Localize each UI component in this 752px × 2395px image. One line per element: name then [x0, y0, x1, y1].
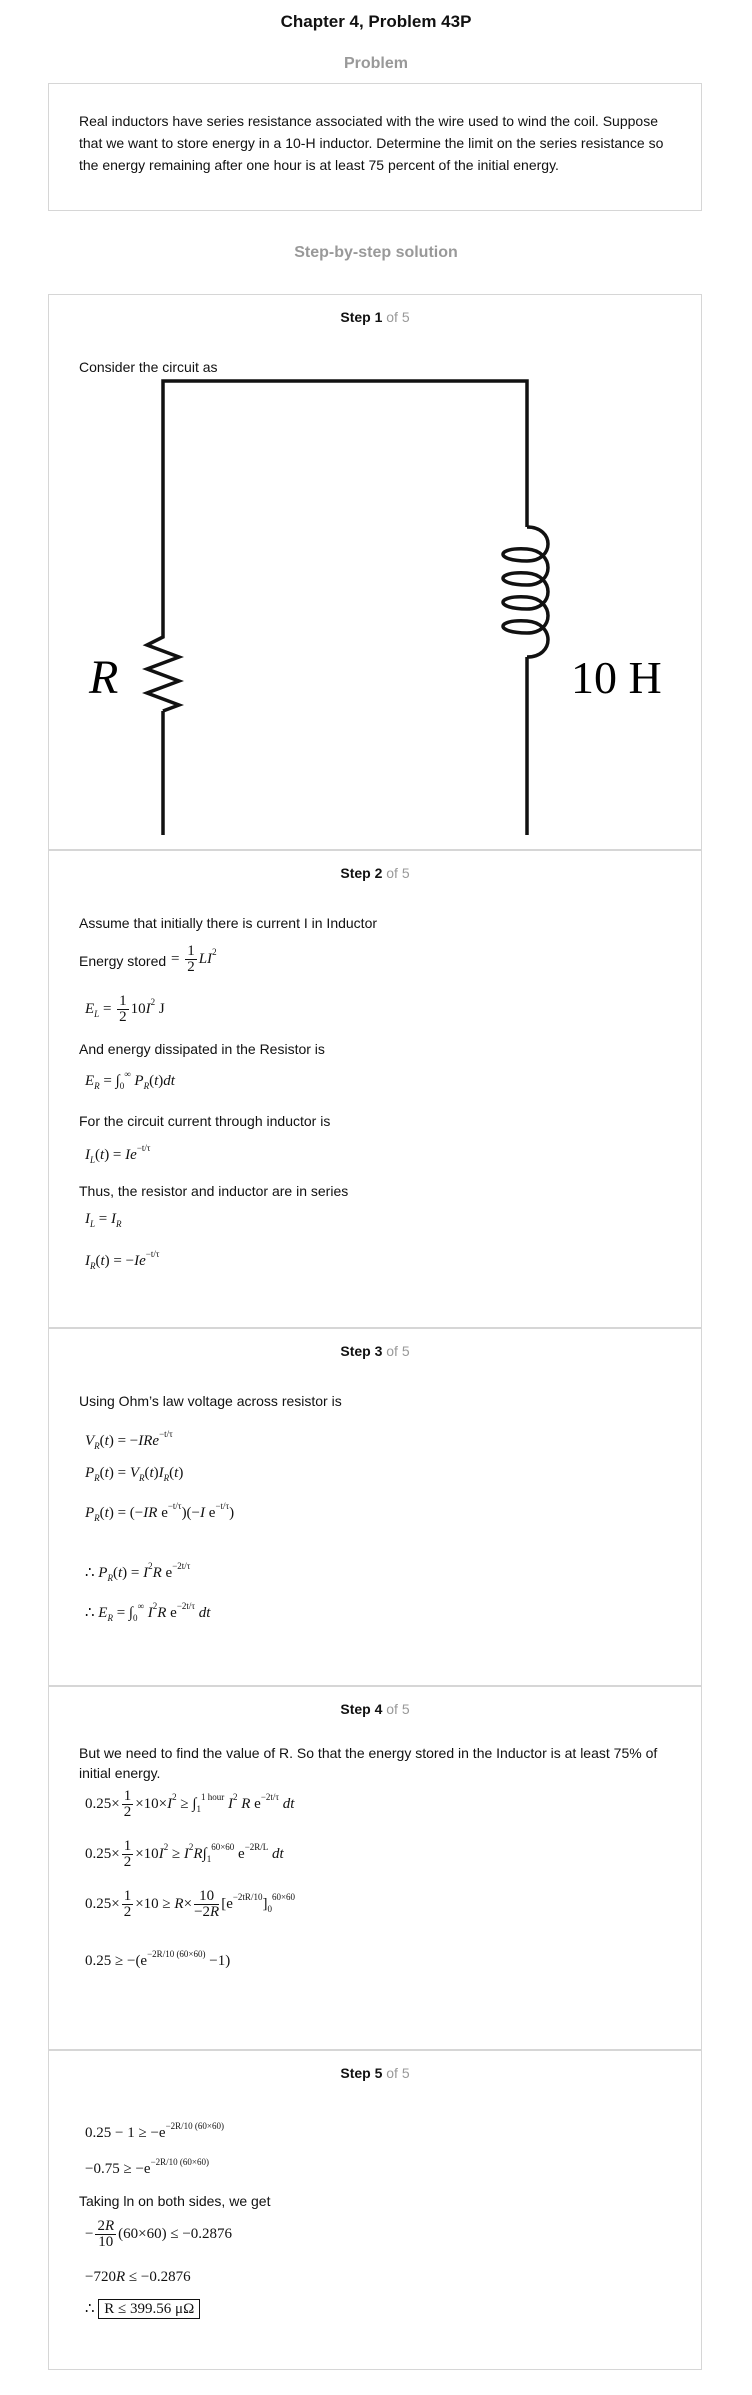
resistor-label: R [89, 651, 119, 704]
step-4-text-1: But we need to find the value of R. So that the energy stored in the Inductor is at least 75% of initial energy. [79, 1745, 658, 1781]
step-2-eq-il: $I_L(t) = Ie^{-t/\tau}$ [85, 1143, 151, 1165]
step-4-eq-2: 0.25× $\frac{1}{2}$ $\times 10I^2 \ge I^2R\int_1^{60\times 60}$ $e^{-2R/L}$ dt [85, 1838, 284, 1870]
step-5-eq-4: −720R ≤ −0.2876 [85, 2269, 191, 2285]
step-5-eq-2: $-0.75 \ge -e^{-2R/10 (60\times 60)}$ [85, 2157, 209, 2177]
problem-text: Real inductors have series resistance associated with the wire used to wind the coil. Suppose that we want to store energy in a 10-H inductor. Determine the limit on the series resistance so the energy remaining after one hour is at least 75 percent of the initial energy. [79, 113, 664, 173]
step-3-eq-vr: $V_R(t) = -IRe^{-t/\tau}$ [85, 1429, 173, 1451]
step-3-eq-pr-expanded: $P_R(t) = (-IR$ $e^{-t/\tau})(-I$ $e^{-t/\tau}$) [85, 1501, 235, 1523]
inductor-coil [503, 527, 548, 775]
step-3-header: Step 3 of 5 [340, 1343, 410, 1359]
step-5-text-1: Taking ln on both sides, we get [79, 2193, 271, 2209]
step-2-text-2: And energy dissipated in the Resistor is [79, 1041, 325, 1057]
step-5-header: Step 5 of 5 [340, 2065, 410, 2081]
page-title: Chapter 4, Problem 43P [280, 12, 472, 31]
step-2-eq-el: $E_L$ = $\frac{1}{2}$ $10I^2$ J [85, 993, 165, 1025]
step-2-header: Step 2 of 5 [340, 865, 410, 881]
step-3-text-1: Using Ohm’s law voltage across resistor is [79, 1393, 342, 1409]
step-2-eq-er: $E_R = \int_0^\infty$ $P_R(t)dt$ [85, 1069, 175, 1091]
step-2-eq-energy: = $\frac{1}{2}$ $LI^2$ [171, 943, 217, 975]
step-2-text-1: Assume that initially there is current I in Inductor [79, 915, 378, 931]
step-4 [48, 1686, 702, 2050]
resistor-symbol [147, 631, 179, 711]
result-box: R ≤ 399.56 μΩ [98, 2299, 200, 2319]
step-5 [48, 2050, 702, 2370]
step-2-text-4: Thus, the resistor and inductor are in series [79, 1183, 349, 1199]
step-3-eq-pr-final: ∴ $P_R(t) = I^2R$ $e^{-2t/\tau}$ [85, 1561, 191, 1583]
step-4-eq-3: 0.25× $\frac{1}{2}$ ×10 ≥ R× $\frac{10}{-2R}$ $[e^{-2tR/10}]_0^{60\times 60}$ [85, 1888, 296, 1920]
step-2-energy-label: Energy stored [79, 953, 167, 969]
step-5-result: ∴ R ≤ 399.56 μΩ [85, 2299, 200, 2318]
step-2-eq-ir: $I_R(t) = -Ie^{-t/\tau}$ [85, 1249, 160, 1271]
step-3 [48, 1328, 702, 1686]
step-5-eq-1: $0.25 - 1 \ge -e^{-2R/10 (60\times 60)}$ [85, 2121, 224, 2141]
step-3-eq-pr: $P_R(t) = V_R(t)I_R(t)$ [85, 1465, 184, 1483]
step-4-eq-4: $0.25 \ge -(e^{-2R/10 (60\times 60)} -1)$ [85, 1949, 231, 1969]
circuit-diagram [49, 375, 701, 835]
inductor-label: 10 H [571, 652, 662, 703]
step-2-eq-series: $I_L = I_R$ [85, 1211, 122, 1229]
step-2-text-3: For the circuit current through inductor is [79, 1113, 331, 1129]
step-2 [48, 850, 702, 1328]
step-4-eq-1: 0.25× $\frac{1}{2}$ $\times 10\times I^2 \ge \int_1^{1 hour}$ $I^2$ R $e^{-2t/\tau}$ dt [85, 1788, 295, 1820]
step-1 [48, 294, 702, 850]
step-4-header: Step 4 of 5 [340, 1701, 410, 1717]
solution-heading: Step-by-step solution [294, 244, 458, 261]
step-1-text: Consider the circuit as [79, 359, 218, 375]
problem-box [48, 83, 702, 211]
step-5-eq-3: − $\frac{2R}{10}$ (60×60) ≤ −0.2876 [85, 2218, 233, 2250]
problem-heading: Problem [343, 55, 408, 72]
step-1-header: Step 1 of 5 [340, 309, 410, 325]
step-3-eq-er-final: ∴ $E_R = \int_0^\infty$ $I^2R$ $e^{-2t/\tau}$ dt [85, 1601, 211, 1623]
